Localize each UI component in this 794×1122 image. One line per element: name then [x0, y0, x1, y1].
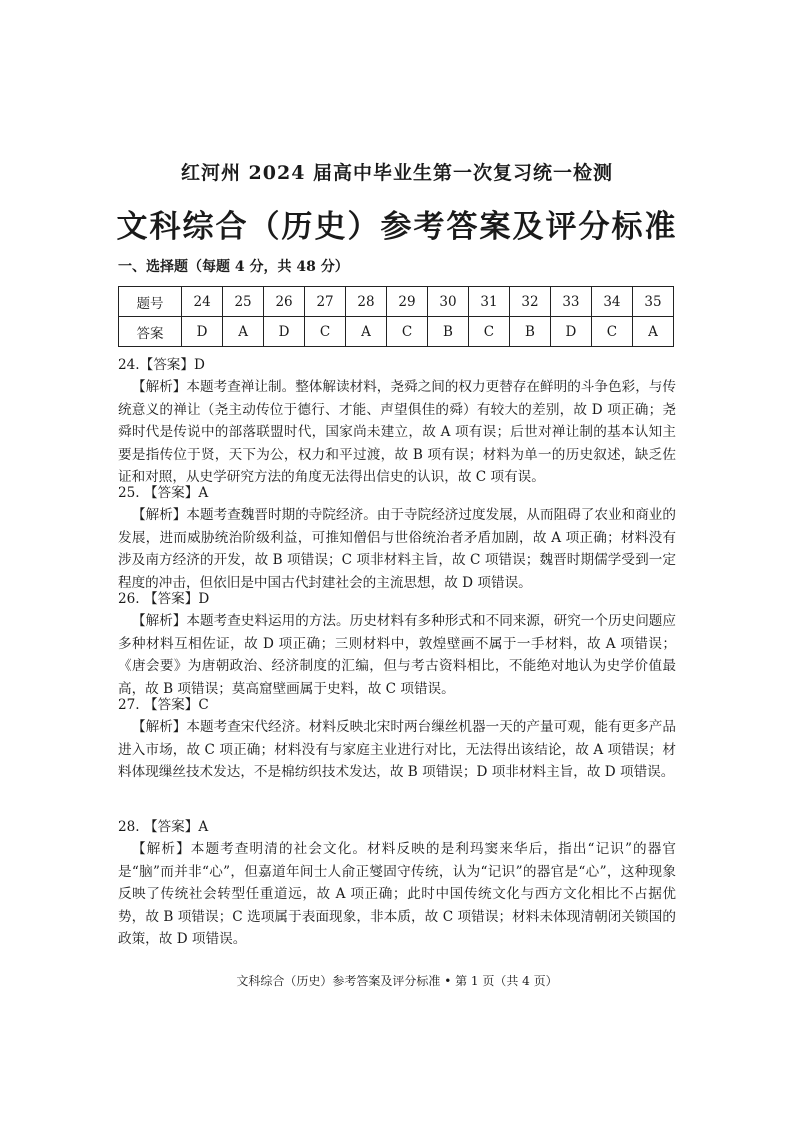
- answer-line: 25. 【答案】A: [118, 485, 209, 501]
- explanation-paragraph: 【解析】本题考查魏晋时期的寺院经济。由于寺院经济过度发展，从而阻碍了农业和商业的发展，进而威胁统治阶级利益，可推知僧侣与世俗统治者矛盾加剧，故 A 项正确；材料没有涉及南方经济的开发，故 B 项错误；C 项非材料主旨，故 C 项错误；魏晋时期儒学受到一定程度的冲击，但依旧是中国古代封建社会的主流思想，故 D 项错误。: [118, 507, 676, 591]
- question-number: 33: [550, 287, 591, 317]
- answer-cell: B: [428, 317, 469, 347]
- section-heading: 一、选择题（每题 4 分，共 48 分）: [118, 259, 349, 275]
- explanation-paragraph: 【解析】本题考查史料运用的方法。历史材料有多种形式和不同来源，研究一个历史问题应多种材料互相佐证，故 D 项正确；三则材料中，敦煌壁画不属于一手材料，故 A 项错误；《唐会要》为唐朝政治、经济制度的汇编，但与考古资料相比，不能绝对地认为史学价值最高，故 B 项错误；莫高窟壁画属于史料，故 C 项错误。: [118, 613, 676, 697]
- answer-line: 28. 【答案】A: [118, 819, 209, 835]
- answer-cell: A: [223, 317, 264, 347]
- exam-title: 红河州 2024 届高中毕业生第一次复习统一检测: [180, 162, 614, 184]
- explanation-paragraph: 【解析】本题考查宋代经济。材料反映北宋时两台缫丝机器一天的产量可观，能有更多产品进入市场，故 C 项正确；材料没有与家庭主业进行对比，无法得出该结论，故 A 项错误；材料体现缫丝技术发达，不是棉纺织技术发达，故 B 项错误；D 项非材料主旨，故 D 项错误。: [118, 719, 676, 781]
- answer-line: 26. 【答案】D: [118, 591, 210, 607]
- question-number: 34: [591, 287, 632, 317]
- question-25-block: [118, 482, 676, 594]
- explanation-paragraph: 【解析】本题考查禅让制。整体解读材料，尧舜之间的权力更替存在鲜明的斗争色彩，与传统意义的禅让（尧主动传位于德行、才能、声望俱佳的舜）有较大的差别，故 D 项正确；尧舜时代是传说中的部落联盟时代，国家尚未建立，故 A 项有误；后世对禅让制的基本认知主要是指传位于贤，天下为公，权力和平过渡，故 B 项有误；材料为单一的历史叙述，缺乏佐证和对照，从史学研究方法的角度无法得出信史的认识，故 C 项有误。: [118, 379, 676, 486]
- answer-cell: C: [305, 317, 346, 347]
- answer-cell: C: [468, 317, 509, 347]
- row-label: 题号: [119, 287, 182, 317]
- answer-line: 27. 【答案】C: [118, 697, 209, 713]
- question-number: 32: [509, 287, 550, 317]
- question-number: 29: [387, 287, 428, 317]
- question-number: 35: [632, 287, 673, 317]
- question-number: 28: [346, 287, 387, 317]
- answer-cell: C: [591, 317, 632, 347]
- question-24-block: [118, 354, 676, 488]
- question-28-block: [118, 816, 676, 950]
- question-number-row: [119, 287, 674, 317]
- question-number: 25: [223, 287, 264, 317]
- answer-cell: D: [182, 317, 223, 347]
- document-subtitle: 文科综合（历史）参考答案及评分标准: [116, 209, 678, 245]
- row-label: 答案: [119, 317, 182, 347]
- question-27-block: [118, 694, 676, 784]
- question-number: 27: [305, 287, 346, 317]
- question-number: 24: [182, 287, 223, 317]
- question-26-block: [118, 588, 676, 700]
- answer-cell: B: [509, 317, 550, 347]
- question-number: 26: [264, 287, 305, 317]
- answer-cell: A: [632, 317, 673, 347]
- answer-cell: A: [346, 317, 387, 347]
- answer-row: [119, 317, 674, 347]
- answer-cell: C: [387, 317, 428, 347]
- explanation-paragraph: 【解析】本题考查明清的社会文化。材料反映的是利玛窦来华后，指出“记识”的器官是“脑”而并非“心”，但嘉道年间士人俞正燮固守传统，认为“记识”的器官是“心”，这种现象反映了传统社会转型任重道远，故 A 项正确；此时中国传统文化与西方文化相比不占据优势，故 B 项错误；C 选项属于表面现象，非本质，故 C 项错误；材料未体现清朝闭关锁国的政策，故 D 项错误。: [118, 841, 676, 948]
- page-footer: 文科综合（历史）参考答案及评分标准 • 第 1 页（共 4 页）: [236, 974, 558, 988]
- question-number: 30: [428, 287, 469, 317]
- answer-cell: D: [550, 317, 591, 347]
- answer-table: [118, 286, 674, 347]
- question-number: 31: [468, 287, 509, 317]
- answer-line: 24.【答案】D: [118, 357, 205, 373]
- answer-cell: D: [264, 317, 305, 347]
